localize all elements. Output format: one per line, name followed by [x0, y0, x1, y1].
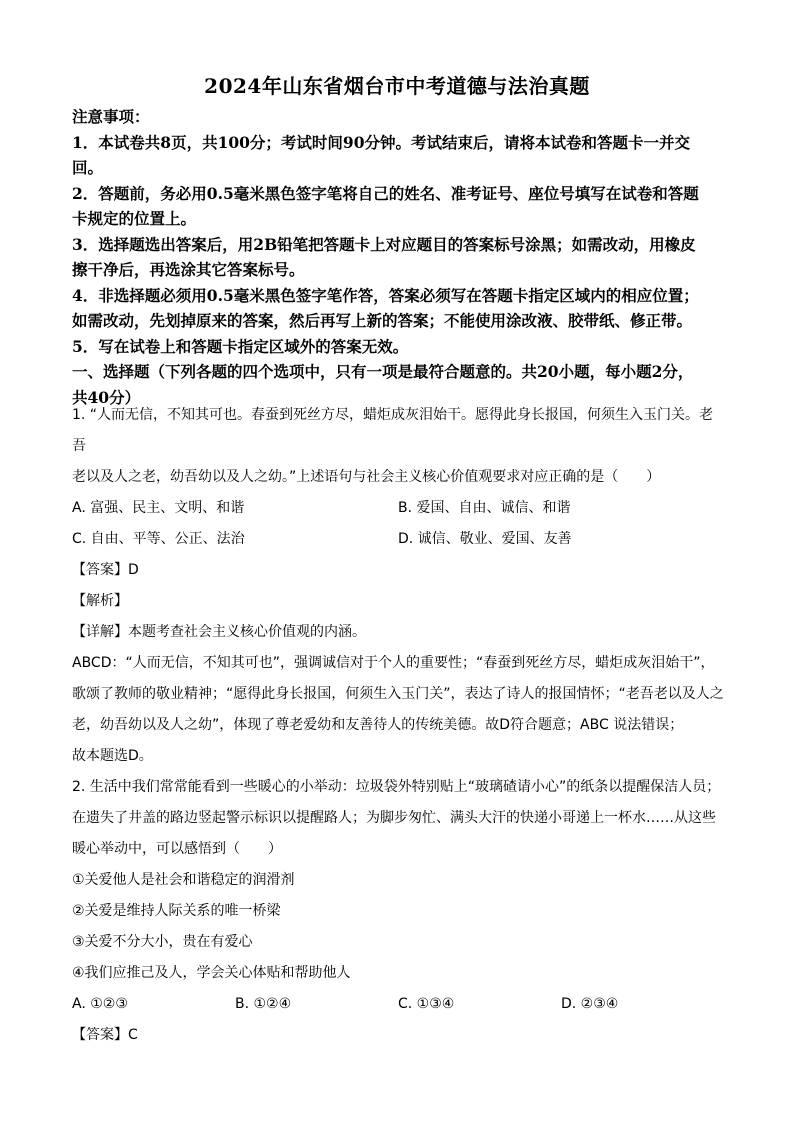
section-heading-cont: 共40分） [72, 387, 141, 407]
notice-line: 擦干净后，再选涂其它答案标号。 [72, 260, 305, 279]
q1-options-row [72, 524, 724, 555]
q2-item: ①关爱他人是社会和谐稳定的润滑剂 [72, 872, 295, 888]
q1-options-row [72, 493, 724, 524]
q2-stem-line: 在遗失了井盖的路边竖起警示标识以提醒路人；为脚步匆忙、满头大汗的快递小哥递上一杯水……从这些 [72, 810, 716, 826]
notice-line: 3．选择题选出答案后，用2B铅笔把答题卡上对应题目的答案标号涂黑；如需改动，用橡皮 [72, 234, 696, 254]
q1-detail-line: 【详解】本题考查社会主义核心价值观的内涵。 [72, 624, 366, 640]
q2-option-c: C. ①③④ [398, 996, 455, 1012]
q2-option-b: B. ①②④ [235, 996, 292, 1012]
notice-line: 如需改动，先划掉原来的答案，然后再写上新的答案；不能使用涂改液、胶带纸、修正带。 [72, 311, 693, 330]
notice-line: 2．答题前，务必用0.5毫米黑色签字笔将自己的姓名、准考证号、座位号填写在试卷和答题 [72, 183, 699, 203]
q1-detail-line: 老，幼吾幼以及人之幼”，体现了尊老爱幼和友善待人的传统美德。故D符合题意；ABC 说法错误； [72, 717, 684, 733]
q1-option-a: A. 富强、民主、文明、和谐 [72, 500, 245, 516]
q1-analysis-label: 【解析】 [72, 593, 128, 609]
q1-detail-line: 歌颂了教师的敬业精神；“愿得此身长报国，何须生入玉门关”，表达了诗人的报国情怀；“老吾老以及人之 [72, 686, 724, 702]
notice-line: 4．非选择题必须用0.5毫米黑色签字笔作答，答案必须写在答题卡指定区域内的相应位置； [72, 285, 699, 305]
q2-options-row [72, 989, 724, 1020]
q2-item: ②关爱是维持人际关系的唯一桥梁 [72, 903, 281, 919]
q1-option-c: C. 自由、平等、公正、法治 [72, 531, 245, 547]
notice-heading: 注意事项： [72, 107, 150, 126]
notice-line: 卡规定的位置上。 [72, 209, 197, 228]
q2-answer: 【答案】C [72, 1027, 138, 1043]
q2-stem-line: 2. 生活中我们常常能看到一些暖心的小举动：垃圾袋外特别贴上“玻璃碴请小心”的纸条以提醒保洁人员； [72, 779, 721, 795]
q1-detail-line: 故本题选D。 [72, 748, 153, 764]
q2-option-d: D. ②③④ [561, 996, 619, 1012]
notice-line: 5．写在试卷上和答题卡指定区域外的答案无效。 [72, 336, 409, 356]
page-title: 2024年山东省烟台市中考道德与法治真题 [204, 74, 590, 98]
notice-line: 1．本试卷共8页，共100分；考试时间90分钟。考试结束后，请将本试卷和答题卡一并交 [72, 132, 690, 152]
q1-stem-line: 1. “人而无信，不知其可也。春蚕到死丝方尽，蜡炬成灰泪始干。愿得此身长报国，何须生入玉门关。老吾 [72, 407, 714, 454]
q1-stem-line: 老以及人之老，幼吾幼以及人之幼。”上述语句与社会主义核心价值观要求对应正确的是（ ） [72, 469, 661, 485]
q1-option-d: D. 诚信、敬业、爱国、友善 [398, 531, 572, 547]
questions-section [72, 400, 724, 1051]
notice-section [72, 104, 724, 410]
q1-detail-line: ABCD：“人而无信，不知其可也”，强调诚信对于个人的重要性；“春蚕到死丝方尽，蜡炬成灰泪始干”， [72, 655, 715, 671]
section-heading: 一、选择题（下列各题的四个选项中，只有一项是最符合题意的。共20小题，每小题2分， [72, 362, 694, 381]
q1-option-b: B. 爱国、自由、诚信、和谐 [398, 500, 571, 516]
q2-item: ④我们应推己及人，学会关心体贴和帮助他人 [72, 965, 351, 981]
q2-option-a: A. ①②③ [72, 996, 128, 1012]
notice-line: 回。 [72, 158, 104, 177]
q2-stem-line: 暖心举动中，可以感悟到（ ） [72, 841, 282, 857]
q1-answer: 【答案】D [72, 562, 139, 578]
q2-item: ③关爱不分大小，贵在有爱心 [72, 934, 253, 950]
